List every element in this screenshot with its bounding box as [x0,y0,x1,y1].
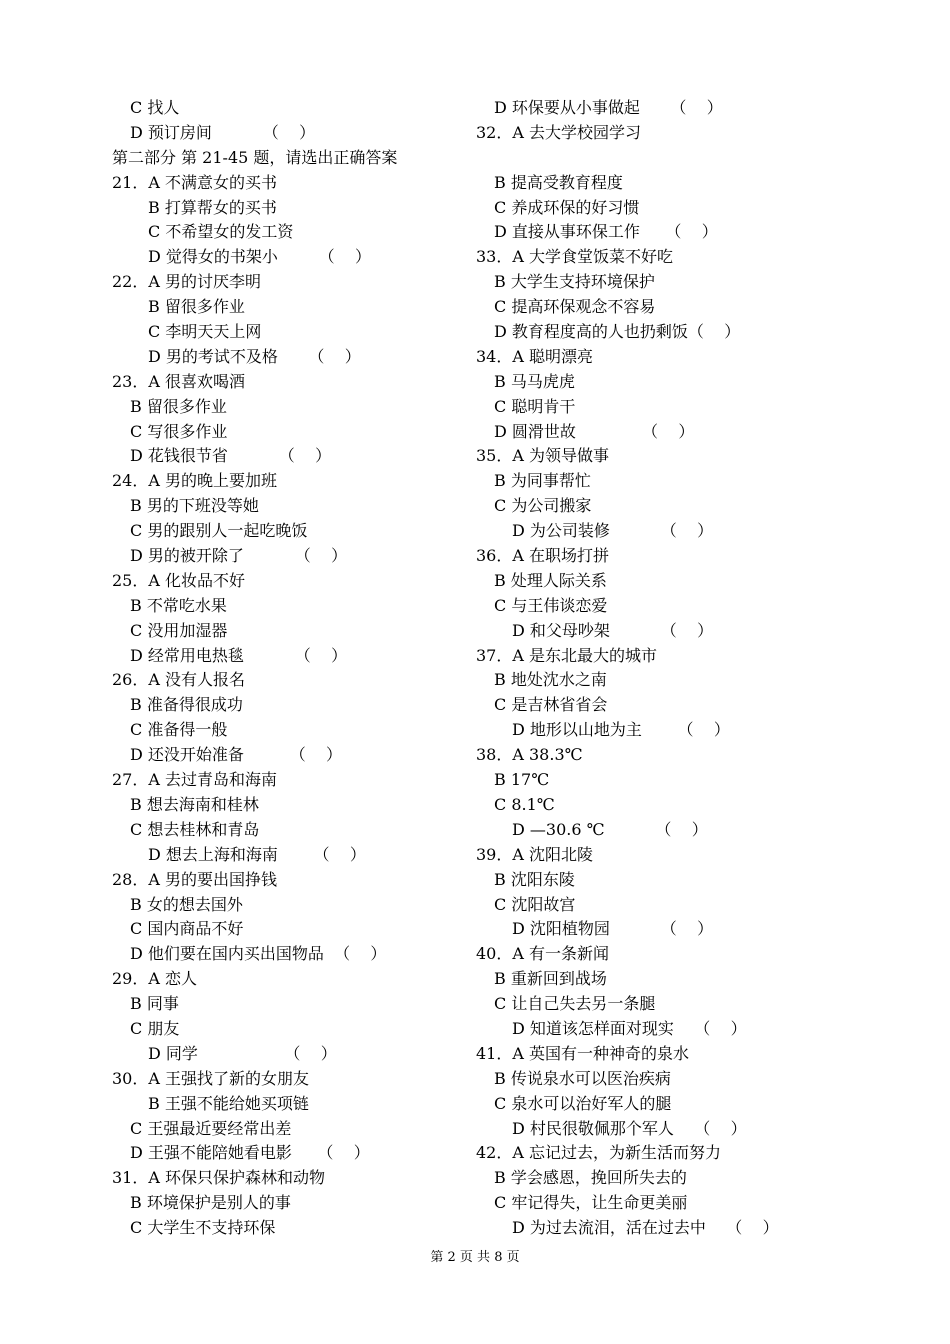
option-line: B 女的想去国外 [130,894,243,914]
question-line: 30．A 王强找了新的女朋友 [112,1068,310,1088]
left-column [112,96,462,1241]
page-footer: 第 2 页 共 8 页 [430,1250,520,1265]
question-line: 38．A 38.3℃ [476,745,583,765]
question-line: 36．A 在职场打拼 [476,546,610,566]
option-line: C 不希望女的发工资 [148,222,294,242]
question-line: 39．A 沈阳北陵 [476,844,594,864]
option-line: D 王强不能陪她看电影 （ ） [130,1143,370,1163]
option-line: B 沈阳东陵 [494,869,575,889]
blank-line [476,146,816,171]
option-line: C 王强最近要经常出差 [130,1118,292,1138]
option-line: D —30.6 ℃ （ ） [512,819,708,839]
question-line: 32．A 去大学校园学习 [476,122,642,142]
question-line: 25．A 化妆品不好 [112,570,246,590]
question-line: 40．A 有一条新闻 [476,944,610,964]
option-line: C 聪明肯干 [494,396,576,416]
option-line: D 男的被开除了 （ ） [130,546,348,566]
option-line: B 男的下班没等她 [130,496,259,516]
option-line: B 大学生支持环境保护 [494,272,655,292]
option-line: B 留很多作业 [130,396,227,416]
option-line: B 不常吃水果 [130,595,227,615]
question-line: 35．A 为领导做事 [476,446,610,466]
option-line: C 沈阳故宫 [494,894,576,914]
option-line: B 提高受教育程度 [494,172,623,192]
option-line: C 国内商品不好 [130,919,244,939]
question-line: 第二部分 第 21-45 题，请选出正确答案 [112,147,398,167]
option-line: B 同事 [130,994,179,1014]
option-line: B 地处沈水之南 [494,670,607,690]
option-line: C 男的跟别人一起吃晚饭 [130,521,308,541]
option-line: C 是吉林省省会 [494,695,608,715]
option-line: C 找人 [130,98,180,117]
option-line: D 男的考试不及格 （ ） [148,346,361,366]
option-line: B 重新回到战场 [494,969,607,989]
option-line: B 打算帮女的买书 [148,197,277,217]
option-line: D 花钱很节省 （ ） [130,446,332,466]
question-line: 31．A 环保只保护森林和动物 [112,1168,326,1188]
option-line: B 17℃ [494,770,550,790]
option-line: C 李明天天上网 [148,322,262,342]
question-line: 22．A 男的讨厌李明 [112,272,262,292]
option-line: C 养成环保的好习惯 [494,197,640,217]
option-line: D 圆滑世故 （ ） [494,421,695,441]
option-line: C 提高环保观念不容易 [494,297,656,317]
option-line: C 泉水可以治好军人的腿 [494,1093,672,1113]
option-line: C 没用加湿器 [130,620,228,640]
question-line: 29．A 恋人 [112,969,198,989]
option-line: D 环保要从小事做起 （ ） [494,98,723,117]
option-line: B 处理人际关系 [494,570,607,590]
option-line: D 沈阳植物园 （ ） [512,919,714,939]
option-line: C 朋友 [130,1018,180,1038]
option-line: C 8.1℃ [494,794,555,814]
option-line: B 为同事帮忙 [494,471,591,491]
option-line: D 预订房间 （ ） [130,122,316,142]
option-line: D 直接从事环保工作 （ ） [494,222,718,242]
option-line: B 环境保护是别人的事 [130,1193,291,1213]
question-line: 24．A 男的晚上要加班 [112,471,278,491]
option-line: D 知道该怎样面对现实 （ ） [512,1018,747,1038]
right-column [476,96,816,1241]
option-line: D 为过去流泪，活在过去中 （ ） [512,1218,779,1238]
option-line: C 写很多作业 [130,421,228,441]
option-line: B 王强不能给她买项链 [148,1093,309,1113]
option-line: B 马马虎虎 [494,371,575,391]
option-line: D 同学 （ ） [148,1043,337,1063]
question-line: 37．A 是东北最大的城市 [476,645,658,665]
option-line: D 还没开始准备 （ ） [130,745,343,765]
question-line: 26．A 没有人报名 [112,670,246,690]
option-line: D 他们要在国内买出国物品 （ ） [130,944,387,964]
option-line: D 村民很敬佩那个军人 （ ） [512,1118,747,1138]
question-line: 34．A 聪明漂亮 [476,346,594,366]
option-line: B 留很多作业 [148,297,245,317]
option-line: B 准备得很成功 [130,695,243,715]
option-line: B 想去海南和桂林 [130,794,259,814]
option-line: D 觉得女的书架小 （ ） [148,247,371,267]
option-line: B 学会感恩，挽回所失去的 [494,1168,687,1188]
option-line: B 传说泉水可以医治疾病 [494,1068,671,1088]
option-line: D 和父母吵架 （ ） [512,620,714,640]
question-line: 42．A 忘记过去，为新生活而努力 [476,1143,722,1163]
question-line: 23．A 很喜欢喝酒 [112,371,246,391]
option-line: C 为公司搬家 [494,496,592,516]
option-line: C 大学生不支持环保 [130,1218,276,1238]
option-line: C 牢记得失，让生命更美丽 [494,1193,688,1213]
option-line: D 为公司装修 （ ） [512,521,714,541]
option-line: C 让自己失去另一条腿 [494,994,656,1014]
question-line: 21．A 不满意女的买书 [112,172,278,192]
question-line: 41．A 英国有一种神奇的泉水 [476,1043,690,1063]
question-line: 28．A 男的要出国挣钱 [112,869,278,889]
question-line: 33．A 大学食堂饭菜不好吃 [476,247,674,267]
option-line: D 想去上海和海南 （ ） [148,844,366,864]
question-line: 27．A 去过青岛和海南 [112,770,278,790]
option-line: C 与王伟谈恋爱 [494,595,608,615]
option-line: C 想去桂林和青岛 [130,819,260,839]
option-line: C 准备得一般 [130,720,228,740]
option-line: D 经常用电热毯 （ ） [130,645,348,665]
option-line: D 教育程度高的人也扔剩饭（ ） [494,322,741,342]
option-line: D 地形以山地为主 （ ） [512,720,730,740]
